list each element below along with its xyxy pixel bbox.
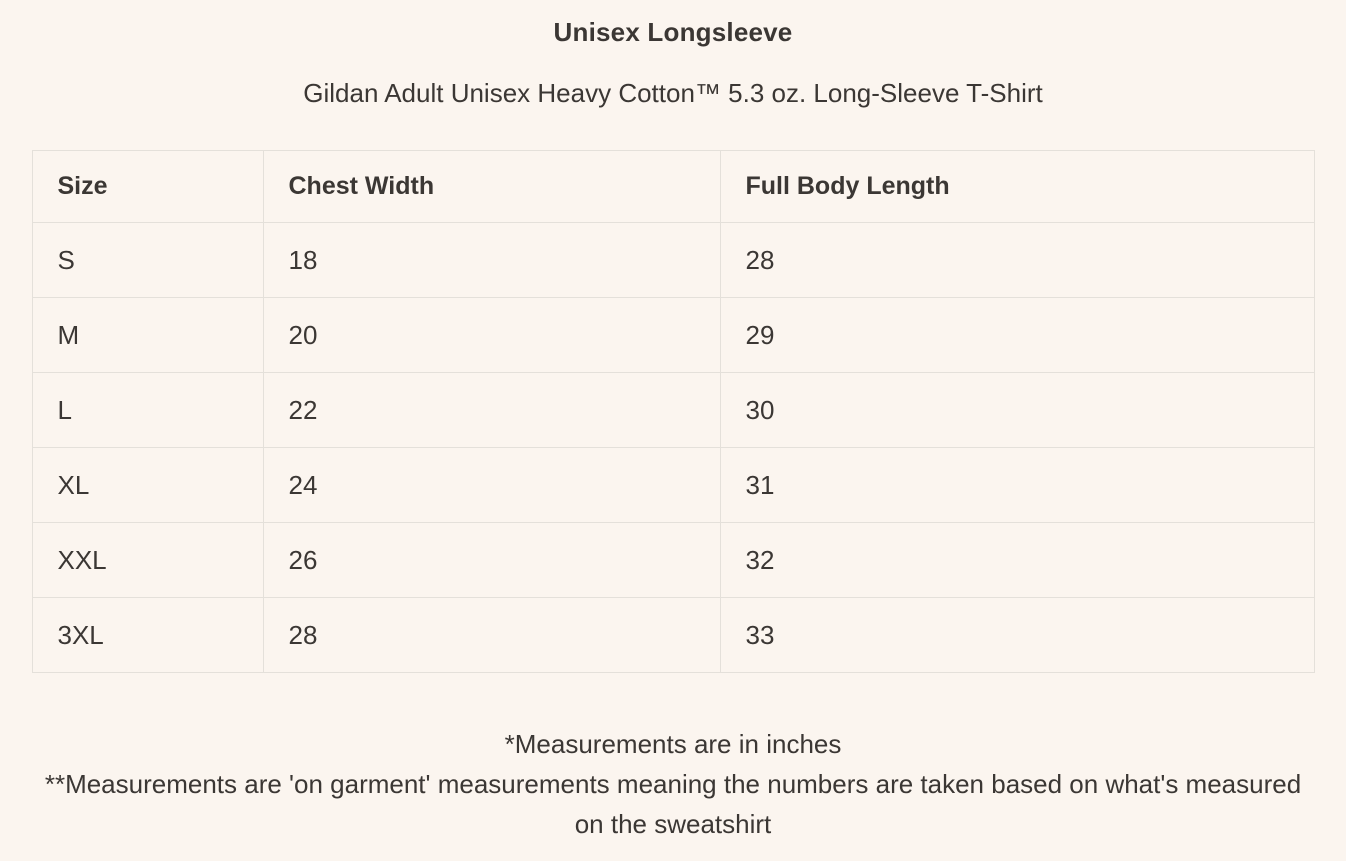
full-body-length-cell: 28 <box>720 223 1314 298</box>
measurement-footnotes <box>0 724 1346 844</box>
page-title: Unisex Longsleeve <box>553 17 793 47</box>
footnote-on-garment-line1: **Measurements are 'on garment' measurements meaning the numbers are taken based on what's measured <box>44 769 1302 799</box>
full-body-length-cell: 29 <box>720 298 1314 373</box>
size-cell: L <box>32 373 263 448</box>
size-cell: XL <box>32 448 263 523</box>
table-row-s <box>32 223 1314 298</box>
size-cell: XXL <box>32 523 263 598</box>
full-body-length-cell: 31 <box>720 448 1314 523</box>
column-header-chest-width: Chest Width <box>263 151 720 223</box>
table-row-l <box>32 373 1314 448</box>
size-chart-table <box>32 150 1315 673</box>
product-subtitle: Gildan Adult Unisex Heavy Cotton™ 5.3 oz. Long-Sleeve T-Shirt <box>303 78 1043 108</box>
table-row-xxl <box>32 523 1314 598</box>
table-row-m <box>32 298 1314 373</box>
chest-width-cell: 22 <box>263 373 720 448</box>
column-header-size: Size <box>32 151 263 223</box>
full-body-length-cell: 32 <box>720 523 1314 598</box>
size-cell: S <box>32 223 263 298</box>
footnote-inches: *Measurements are in inches <box>504 729 842 759</box>
full-body-length-cell: 33 <box>720 598 1314 673</box>
chest-width-cell: 26 <box>263 523 720 598</box>
column-header-full-body-length: Full Body Length <box>720 151 1314 223</box>
size-cell: 3XL <box>32 598 263 673</box>
chest-width-cell: 28 <box>263 598 720 673</box>
chest-width-cell: 24 <box>263 448 720 523</box>
table-row-3xl <box>32 598 1314 673</box>
size-cell: M <box>32 298 263 373</box>
table-header-row <box>32 151 1314 223</box>
footnote-on-garment-line2: on the sweatshirt <box>574 809 772 839</box>
chest-width-cell: 20 <box>263 298 720 373</box>
table-row-xl <box>32 448 1314 523</box>
full-body-length-cell: 30 <box>720 373 1314 448</box>
chest-width-cell: 18 <box>263 223 720 298</box>
